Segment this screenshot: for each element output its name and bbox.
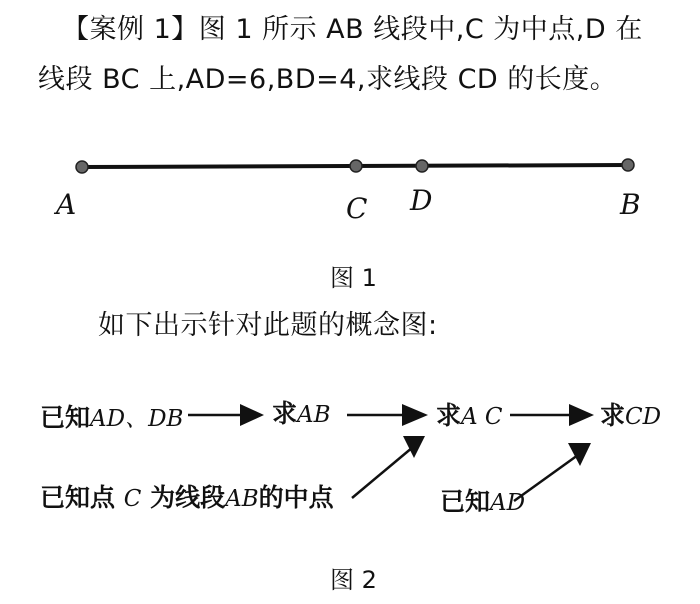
arrow-head-3 <box>569 404 594 426</box>
arrow-head-1 <box>240 404 264 426</box>
node-find-ab: 求AB <box>272 399 331 428</box>
problem-line-1: 【案例 1】图 1 所示 AB 线段中,C 为中点,D 在 <box>62 14 643 45</box>
label-b: B <box>620 188 641 221</box>
point-b <box>622 159 634 171</box>
label-c: C <box>346 192 368 225</box>
node-known-ad: 已知AD <box>440 487 526 516</box>
node-known-ad-db: 已知AD、DB <box>40 403 184 432</box>
figure-1-caption: 图 1 <box>330 264 377 292</box>
arrow-head-4 <box>403 436 425 458</box>
arrow-midpoint-to-ac <box>352 447 413 498</box>
point-d <box>416 160 428 172</box>
node-known-midpoint: 已知点 C 为线段AB的中点 <box>40 483 334 512</box>
arrow-head-5 <box>568 443 591 466</box>
problem-line-2: 线段 BC 上,AD=6,BD=4,求线段 CD 的长度。 <box>38 64 618 95</box>
point-a <box>76 161 88 173</box>
arrow-head-2 <box>402 404 428 426</box>
concept-map-intro: 如下出示针对此题的概念图: <box>98 310 438 341</box>
figure-2-caption: 图 2 <box>330 566 377 594</box>
label-a: A <box>56 188 77 221</box>
label-d: D <box>410 184 433 217</box>
node-find-cd: 求CD <box>600 401 662 430</box>
node-find-ac: 求A C <box>436 401 503 430</box>
point-c <box>350 160 362 172</box>
